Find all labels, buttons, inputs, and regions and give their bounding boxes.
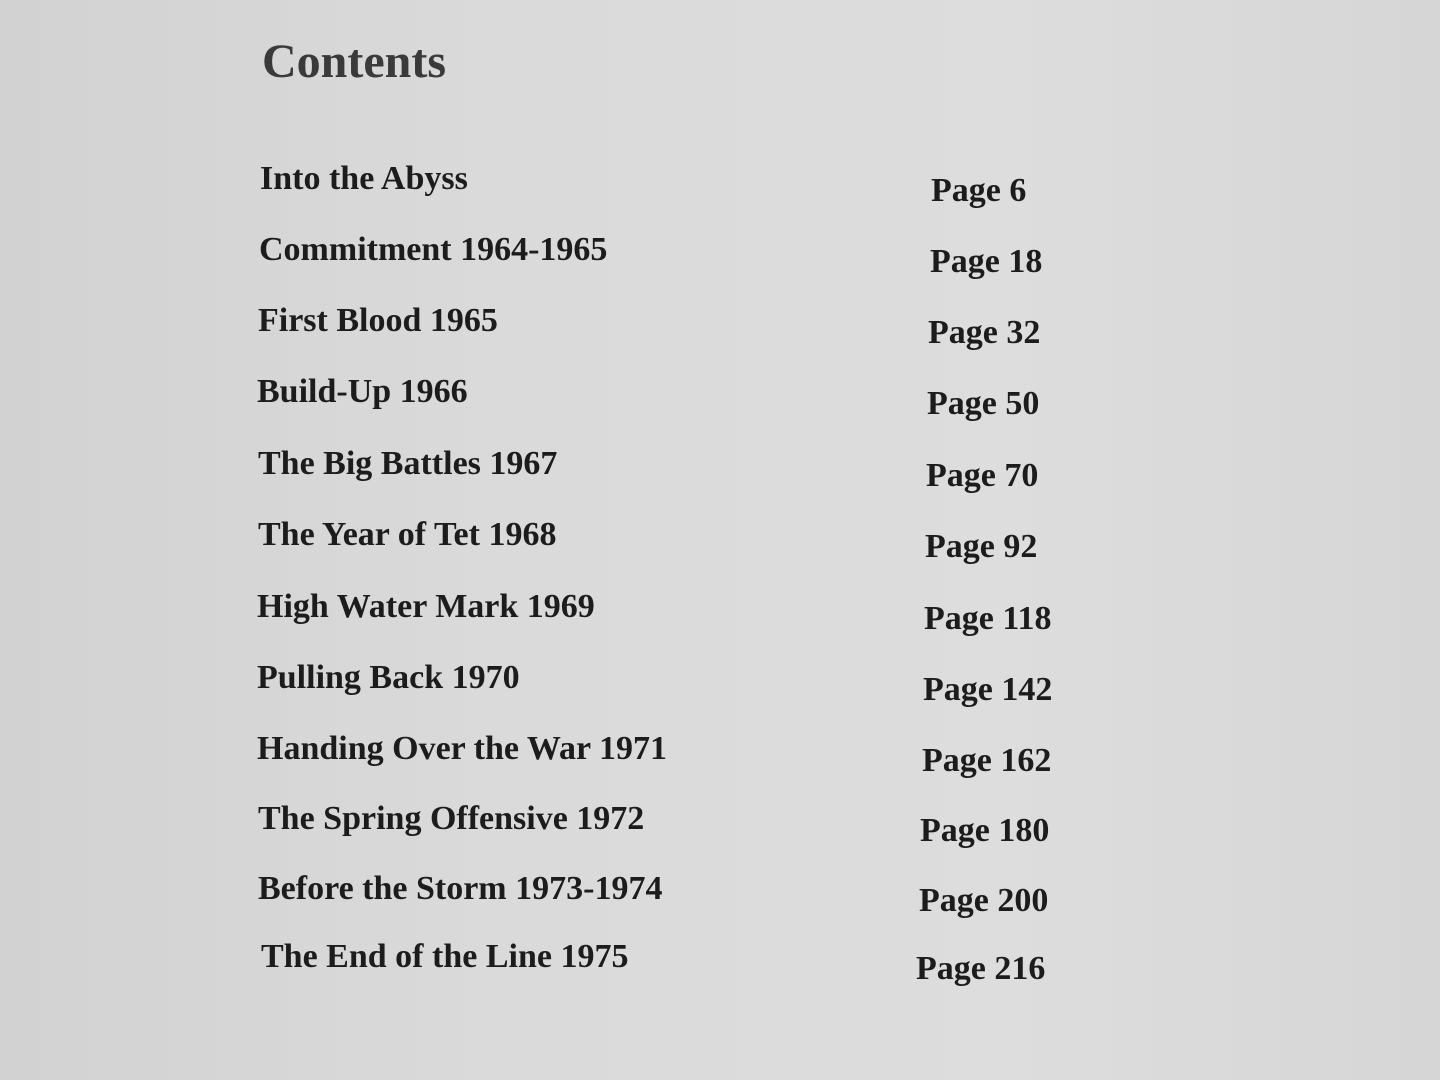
page-title: Contents <box>262 35 447 88</box>
toc-entry-title: High Water Mark 1969 <box>257 588 595 625</box>
toc-entry-title: First Blood 1965 <box>258 302 498 339</box>
toc-entry-page: Page 32 <box>928 314 1041 351</box>
toc-entry <box>258 802 1258 872</box>
toc-entry <box>257 732 1257 802</box>
toc-entry-title: Handing Over the War 1971 <box>257 730 667 767</box>
toc-entry-page: Page 118 <box>924 600 1052 637</box>
toc-entry <box>261 940 1261 1010</box>
toc-entry-page: Page 92 <box>925 528 1038 565</box>
toc-entry-page: Page 142 <box>923 671 1053 708</box>
toc-entry-page: Page 162 <box>922 742 1052 779</box>
toc-entry-page: Page 200 <box>919 882 1049 919</box>
toc-entry-page: Page 216 <box>916 950 1046 987</box>
toc-entry-page: Page 180 <box>920 812 1050 849</box>
toc-entry <box>258 872 1258 942</box>
toc-entry-page: Page 70 <box>926 457 1039 494</box>
toc-entry-title: The Big Battles 1967 <box>258 445 558 482</box>
toc-entry-title: The End of the Line 1975 <box>261 938 629 975</box>
toc-entry-page: Page 50 <box>927 385 1040 422</box>
toc-entry <box>259 233 1259 303</box>
toc-entry-title: Commitment 1964-1965 <box>259 231 608 268</box>
toc-entry <box>258 518 1258 588</box>
toc-entry-page: Page 18 <box>930 243 1043 280</box>
toc-entry-title: The Spring Offensive 1972 <box>258 800 645 837</box>
toc-entry <box>258 304 1258 374</box>
toc-entry <box>260 162 1260 232</box>
toc-entry-title: Pulling Back 1970 <box>257 659 520 696</box>
toc-entry <box>257 590 1257 660</box>
toc-entry <box>258 447 1258 517</box>
toc-entry <box>257 661 1257 731</box>
toc-entry-title: Before the Storm 1973-1974 <box>258 870 663 907</box>
toc-entry-title: The Year of Tet 1968 <box>258 516 557 553</box>
toc-entry-title: Into the Abyss <box>260 160 468 197</box>
toc-entry-title: Build-Up 1966 <box>257 373 468 410</box>
toc-entry <box>257 375 1257 445</box>
toc-entry-page: Page 6 <box>931 172 1027 209</box>
